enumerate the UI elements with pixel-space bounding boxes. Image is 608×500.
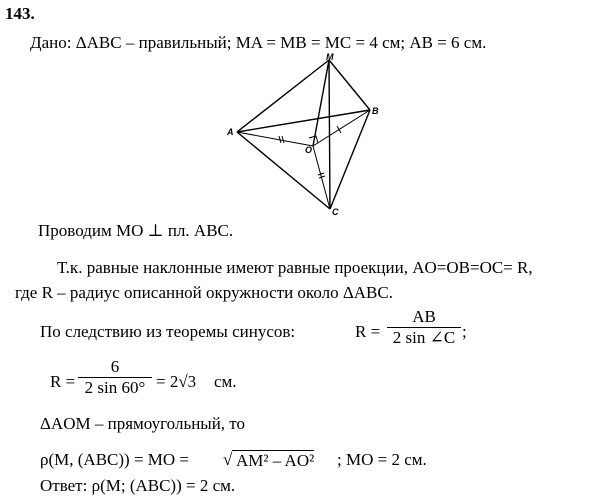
solution-line-1: Проводим MO ⊥ пл. ABC. [38,221,234,240]
distance-lhs: ρ(M, (ABC)) = MO = [40,450,190,469]
label-c: C [332,207,339,217]
r-calc-result: = 2√3 [156,372,197,391]
label-o: O [305,145,313,155]
r-calc-lhs: R = [50,372,76,391]
given-line: Дано: ΔABC – правильный; MA = MB = MC = 4 см; AB = 6 см. [30,33,487,52]
sine-rule-suffix: ; [462,322,467,341]
problem-number: 143. [5,4,35,23]
sine-rule-lhs: R = [355,322,381,341]
solution-line-4: По следствию из теоремы синусов: [40,322,296,341]
label-a: A [227,127,234,137]
tick-ao-2 [282,136,284,143]
solution-line-2: Т.к. равные наклонные имеют равные проекции, AO=OB=OC= R, [57,258,533,277]
edge-ma [237,60,329,132]
tick-bo [337,126,341,133]
height-mo [313,60,329,146]
solution-line-3: где R – радиус описанной окружности около ΔABC. [15,283,393,302]
sine-rule-fraction [387,307,461,348]
r-calc-fraction [78,357,152,398]
pyramid-figure [225,52,385,217]
label-b: B [372,106,379,116]
edge-mc [329,60,330,209]
distance-root: AM² – AO² [232,450,314,471]
edge-mb [329,60,370,110]
r-calc-denominator: 2 sin 60° [78,377,152,398]
edge-bc [330,110,370,209]
sqrt-sign: √ [223,450,233,469]
sine-rule-denominator: 2 sin ∠C [387,327,461,348]
r-calc-numerator: 6 [110,357,120,376]
segment-ao [237,132,313,146]
answer-line: Ответ: ρ(M; (ABC)) = 2 см. [40,476,236,495]
r-calc-unit: см. [214,372,237,391]
sine-rule-numerator: AB [412,307,436,326]
distance-rhs: ; MO = 2 см. [337,450,427,469]
edge-ab [237,110,370,132]
label-m: M [326,52,334,62]
solution-line-5: ΔAOM – прямоугольный, то [40,414,246,433]
